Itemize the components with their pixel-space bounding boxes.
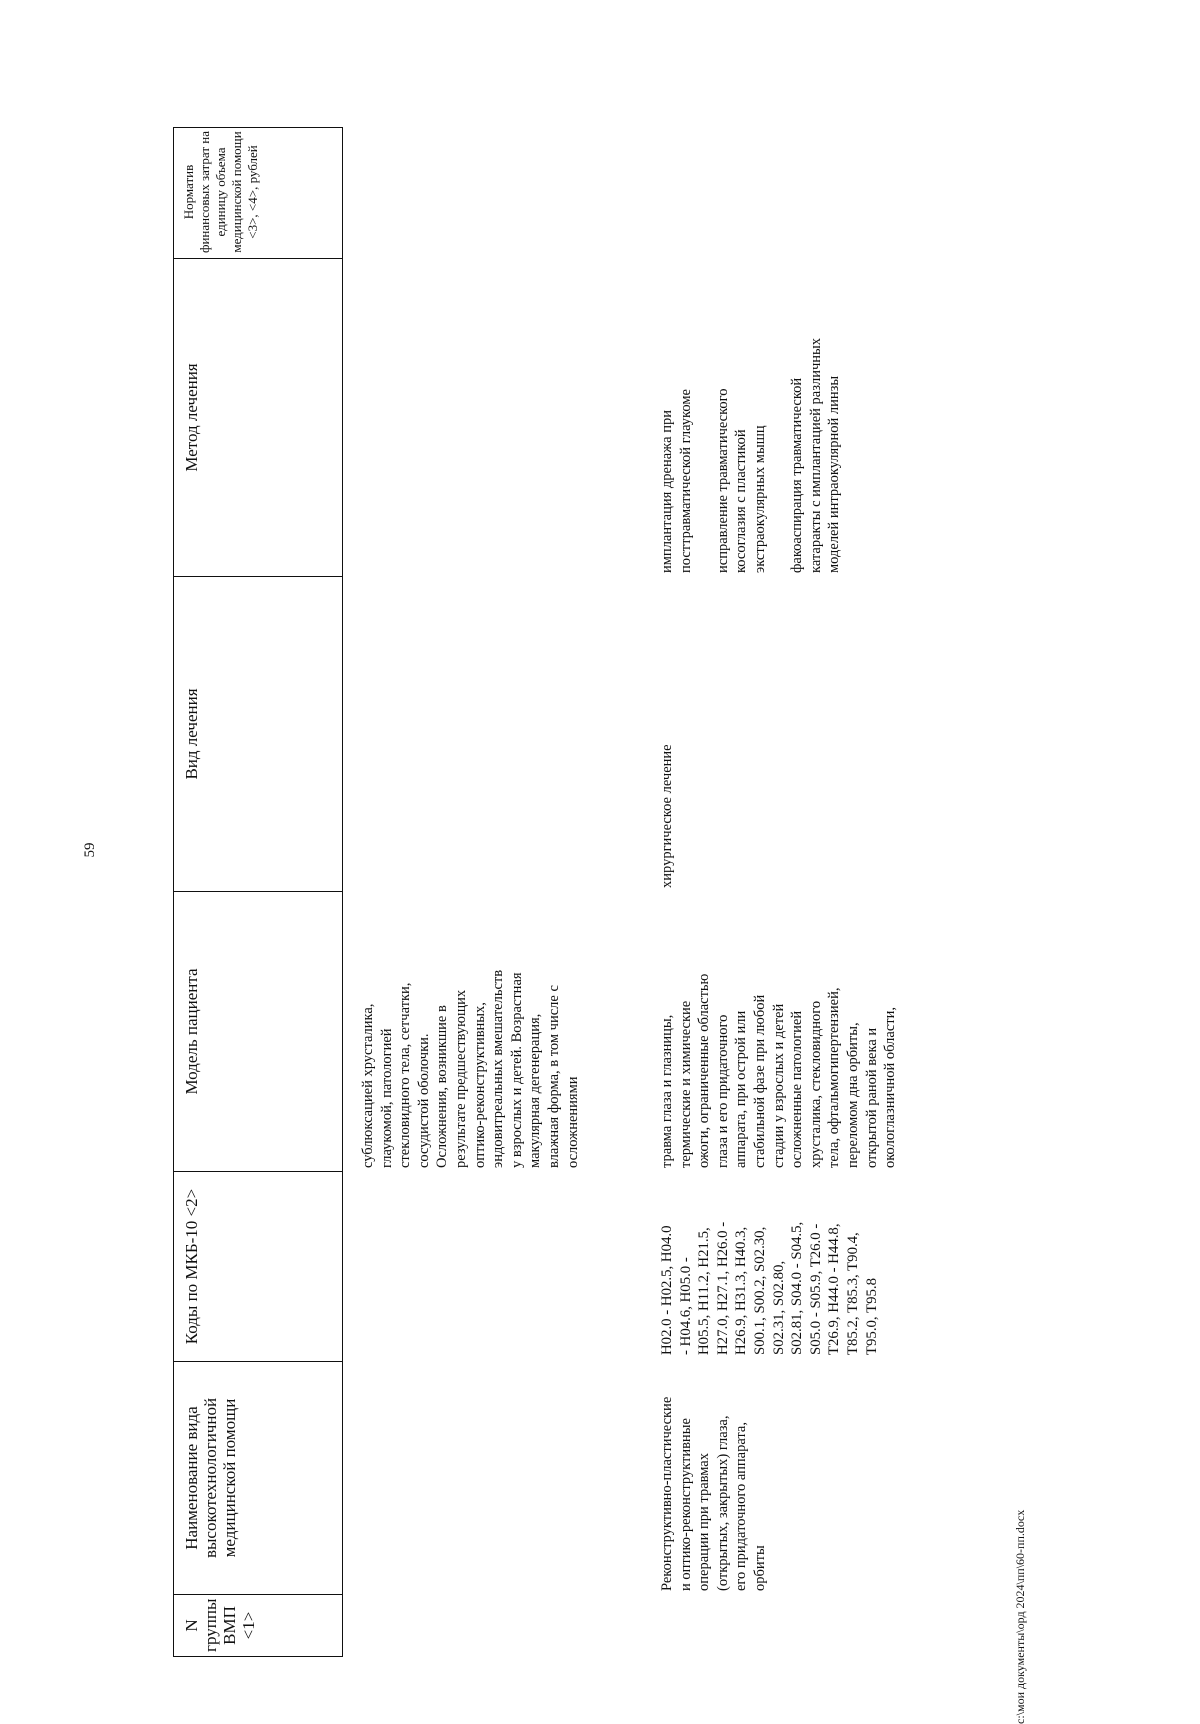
continuation-patient-model: сублюксацией хрусталика, глаукомой, патологией стекловидного тела, сетчатки, сосудистой оболочки. Осложнения, возникшие в результате предшествующих оптико-реконструктивных, эндовитреальных вмешательств у взрослых и детей. Возрастная макулярная дегенерация, влажная форма, в том числе с осложнениями: [360, 969, 581, 1168]
page-number: 59: [82, 842, 98, 858]
header-patient-model: Модель пациента: [174, 891, 342, 1171]
table-header-row: [173, 127, 343, 1657]
row-treatment-type: хирургическое лечение: [659, 744, 675, 888]
row-vmp-name: Реконструктивно-пластические и оптико-реконструктивные операции при травмах (открытых, закрытых) глаза, его придаточного аппарата, орбиты: [659, 1396, 768, 1591]
medical-care-table: [173, 127, 1200, 1657]
row-icd-codes: H02.0 - H02.5, H04.0 - H04.6, H05.0 - H05.5, H11.2, H21.5, H27.0, H27.1, H26.0 - H26.9, H31.3, H40.3, S00.1, S00.2, S02.30, S02.31, S02.80, S02.81, S04.0 - S04.5, S05.0 - S05.9, T26.0 - T26.9, H44.0 - H44.8, T85.2, T85.3, T90.4, T95.0, T95.8: [659, 1221, 880, 1355]
header-vmp-name: Наименование вида высокотехнологичной медицинской помощи: [174, 1361, 342, 1594]
document-file-path: c:\мои документы\орд 2024\пп\60-пп.docx: [1013, 1509, 1027, 1724]
header-treatment-type: Вид лечения: [174, 576, 342, 891]
header-icd-codes: Коды по МКБ-10 <2>: [174, 1171, 342, 1361]
header-treatment-method: Метод лечения: [174, 258, 342, 576]
row-patient-model: травма глаза и глазницы, термические и химические ожоги, ограниченные областью глаза и его придаточного аппарата, при острой или стабильной фазе при любой стадии у взрослых и детей осложненные патологией хрусталика, стекловидного тела, офтальмогипертензией, переломом дна орбиты, открытой раной века и окологлазничной области,: [659, 973, 899, 1168]
header-cost-norm: Норматив финансовых затрат на единицу объема медицинской помощи <3>, <4>, рублей: [181, 131, 260, 253]
row-treatment-method: имплантация дренажа при посттравматической глаукоме исправление травматического косоглазия с пластикой экстраокулярных мышц факоаспирация травматической катаракты с имплантацией различных моделей интраокулярной линзы: [659, 337, 843, 573]
header-group-number: N группы ВМП <1>: [174, 1594, 342, 1656]
